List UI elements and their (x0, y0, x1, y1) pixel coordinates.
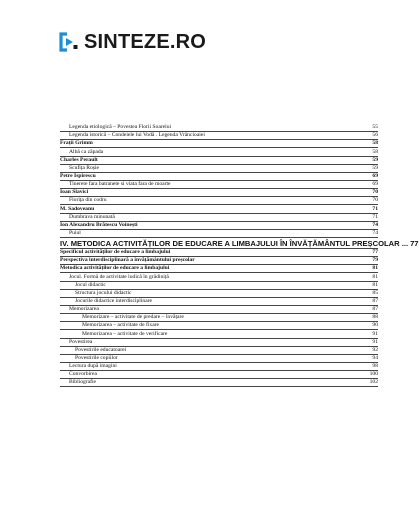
toc-entry[interactable] (60, 339, 378, 347)
toc-entry[interactable] (60, 290, 378, 298)
toc-entry-page: 79 (372, 257, 378, 264)
toc-entry-page: 98 (372, 363, 378, 370)
toc-entry-page: 56 (372, 132, 378, 139)
toc-entry-page: 58 (372, 140, 378, 147)
toc-entry[interactable] (60, 322, 378, 330)
toc-entry-page: 71 (372, 213, 378, 220)
toc-entry-page: 90 (372, 322, 378, 329)
toc-entry-title: Povestirea (69, 338, 93, 345)
toc-entry[interactable] (60, 265, 378, 273)
toc-entry-title: Specificul activităților de educare a limbajului (60, 249, 171, 256)
logo-text: SINTEZE.RO (84, 30, 207, 53)
toc-entry-title: Puiul (69, 229, 81, 236)
toc-entry-page: 77 (410, 238, 419, 248)
toc-entry[interactable] (60, 298, 378, 306)
toc-entry[interactable] (60, 132, 378, 140)
toc-entry-page: 91 (372, 338, 378, 345)
toc-entry-title: IV. METODICA ACTIVITĂȚILOR DE EDUCARE A LIMBAJULUI ÎN ÎNVĂȚĂMÂNTUL PREȘCOLAR ... (60, 238, 409, 248)
toc-entry[interactable] (60, 282, 378, 290)
toc-entry-page: 74 (372, 221, 378, 228)
toc-entry[interactable] (60, 173, 378, 181)
toc-entry[interactable] (60, 205, 378, 213)
toc-entry[interactable] (60, 330, 378, 338)
toc-entry[interactable] (60, 148, 378, 156)
toc-entry-title: Florița din codru (69, 197, 107, 204)
toc-entry-page: 87 (372, 306, 378, 313)
toc-entry-title: Povestirile copiilor (75, 354, 118, 361)
toc-entry-title: M. Sadoveanu (60, 205, 95, 212)
toc-entry[interactable] (60, 124, 378, 132)
toc-entry-page: 85 (372, 289, 378, 296)
toc-entry-page: 81 (372, 281, 378, 288)
toc-entry-page: 88 (372, 314, 378, 321)
logo-bracket-icon (58, 31, 80, 53)
toc-entry-title: Ion Alexandru Brătescu Voinești (60, 221, 138, 228)
toc-entry-page: 71 (372, 205, 378, 212)
toc-entry-page: 91 (372, 330, 378, 337)
toc-entry-page: 70 (372, 189, 378, 196)
toc-entry[interactable] (60, 165, 378, 173)
toc-entry-title: Convorbirea (69, 371, 97, 378)
toc-entry[interactable] (60, 363, 378, 371)
toc-entry-title: Legenda etiologică – Povestea Florii Soarelui (69, 124, 172, 131)
toc-entry-title: Memorizarea – activitate de verificare (82, 330, 168, 337)
toc-entry[interactable] (60, 249, 378, 257)
toc-entry[interactable] (60, 222, 378, 230)
toc-entry-title: Memorizarea (69, 306, 99, 313)
toc-entry-title: Dumbrava minunată (69, 213, 115, 220)
toc-entry-page: 100 (369, 371, 378, 378)
toc-entry[interactable] (60, 355, 378, 363)
toc-entry[interactable] (60, 197, 378, 205)
site-logo (58, 30, 206, 54)
toc-entry-title: Lectura după imagini (69, 363, 117, 370)
toc-entry-title: Jocurile didactice interdisciplinare (75, 297, 153, 304)
toc-entry[interactable] (60, 379, 378, 387)
toc-entry-page: 94 (372, 354, 378, 361)
toc-entry-page: 77 (372, 249, 378, 256)
toc-entry-title: Legenda istorică – Condeiele lui Vodă . Legenda Vrâncioaiei (69, 132, 205, 139)
toc-entry-title: Petre Ispirescu (60, 172, 96, 179)
toc-entry-title: Memorizare – activitate de predare – învățare (82, 314, 184, 321)
toc-entry[interactable] (60, 140, 378, 148)
toc-entry-title: Jocul didactic (75, 281, 106, 288)
toc-entry[interactable] (60, 157, 378, 165)
toc-entry-page: 81 (372, 265, 378, 272)
toc-entry-page: 74 (372, 229, 378, 236)
toc-entry-page: 59 (372, 156, 378, 163)
toc-entry-title: Tinerete fara batranete si viata fara de moarte (69, 181, 171, 188)
toc-entry-title: Perspectiva interdisciplinară a învățământului preșcolar (60, 257, 195, 264)
toc-entry-title: Jocul. Formă de activitate ludică în grădiniță (69, 273, 169, 280)
toc-entry[interactable] (60, 214, 378, 222)
toc-entry[interactable] (60, 189, 378, 197)
toc-entry-title: Frații Grimm (60, 140, 93, 147)
toc-entry[interactable] (60, 347, 378, 355)
toc-entry-page: 87 (372, 297, 378, 304)
toc-entry[interactable] (60, 181, 378, 189)
toc-entry-title: Charles Perault (60, 156, 98, 163)
toc-entry[interactable] (60, 230, 378, 238)
toc-entry-page: 70 (372, 197, 378, 204)
toc-entry-title: Povestirile educatoarei (75, 346, 127, 353)
toc-entry[interactable] (60, 257, 378, 265)
toc-entry-title: Albă ca zăpada (69, 148, 104, 155)
toc-entry[interactable] (60, 306, 378, 314)
toc-entry-page: 102 (369, 379, 378, 386)
toc-entry-title: Scufița Roșie (69, 164, 99, 171)
toc-entry[interactable] (60, 273, 378, 281)
toc-entry[interactable] (60, 314, 378, 322)
toc-entry[interactable] (60, 371, 378, 379)
toc-entry-title: Metodica activităților de educare a limbajului (60, 265, 170, 272)
toc-entry-page: 55 (372, 124, 378, 131)
table-of-contents (60, 124, 419, 387)
toc-entry-page: 59 (372, 164, 378, 171)
toc-entry-page: 69 (372, 181, 378, 188)
toc-entry-page: 81 (372, 273, 378, 280)
toc-entry[interactable] (60, 238, 419, 249)
toc-entry-page: 69 (372, 172, 378, 179)
toc-entry-title: Structura jocului didactic (75, 289, 132, 296)
toc-entry-page: 58 (372, 148, 378, 155)
toc-entry-title: Memorizarea – activitate de fixare (82, 322, 160, 329)
toc-entry-page: 92 (372, 346, 378, 353)
toc-entry-title: Bibliografie (69, 379, 97, 386)
toc-entry-title: Ioan Slavici (60, 189, 89, 196)
